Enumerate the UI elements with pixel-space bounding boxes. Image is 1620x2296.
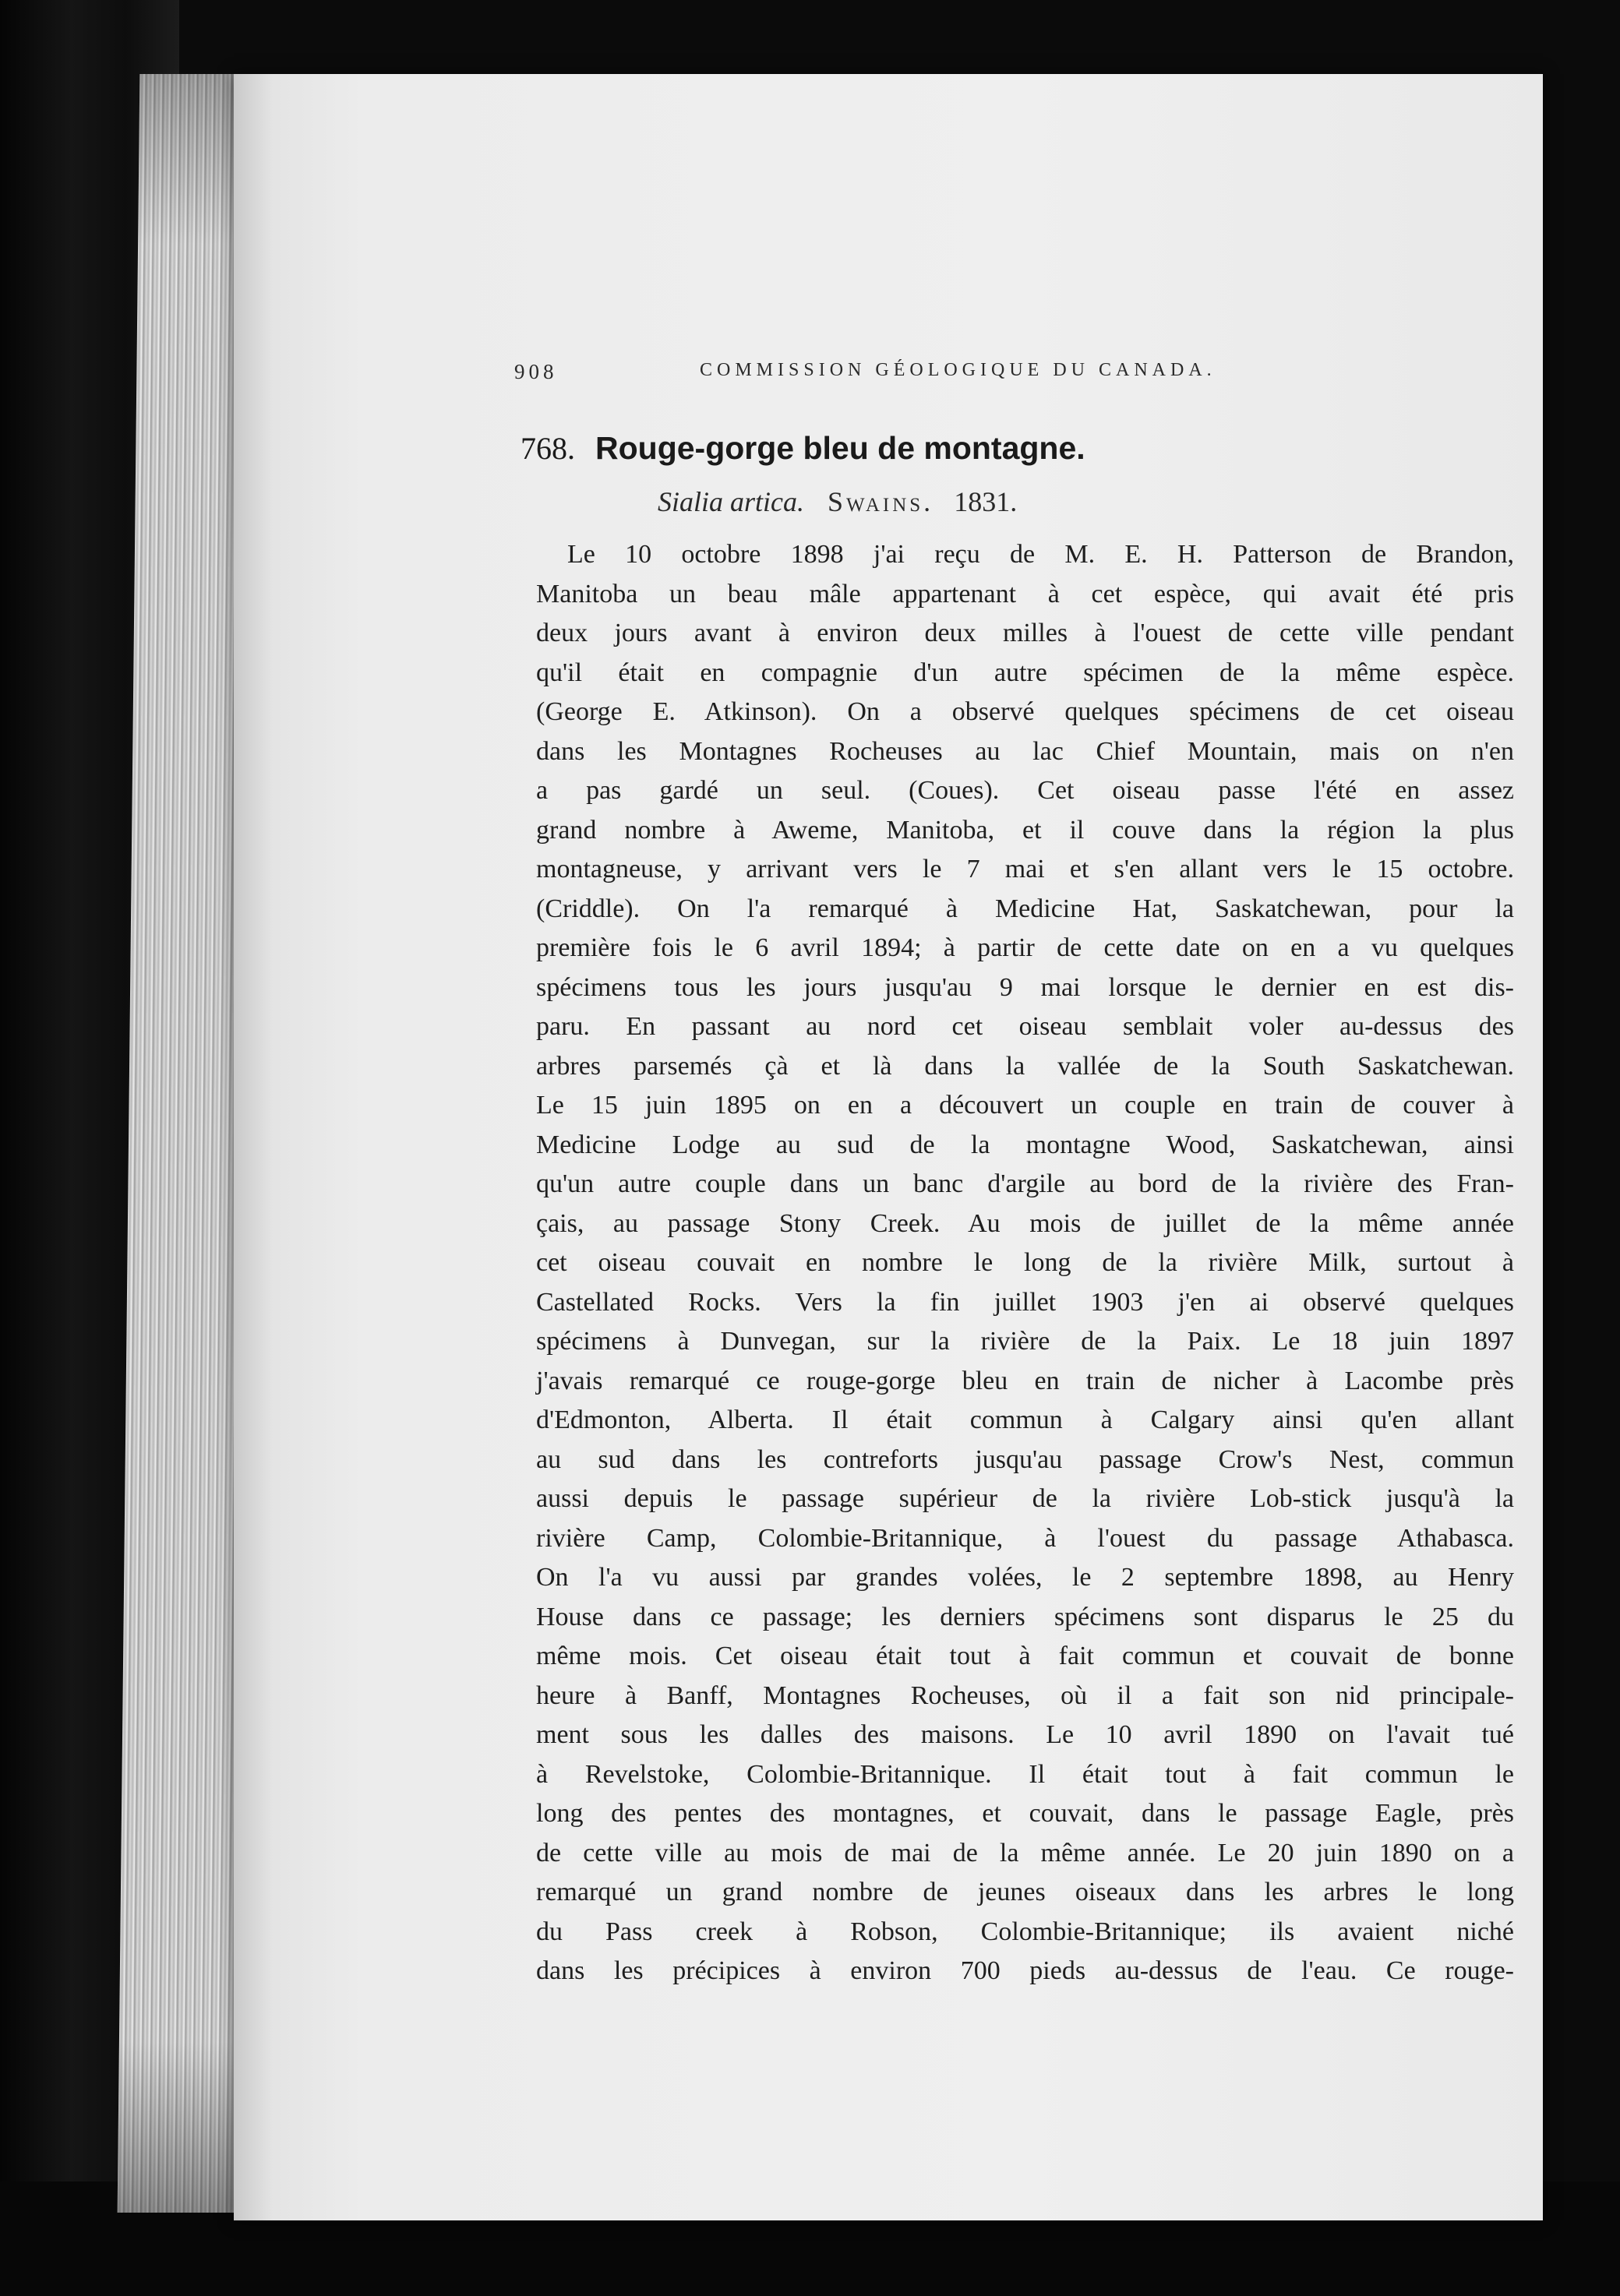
body-line: ment sous les dalles des maisons. Le 10 avril 1890 on l'avait tué [536, 1720, 1514, 1749]
author-year: 1831. [954, 486, 1018, 517]
body-line: d'Edmonton, Alberta. Il était commun à Calgary ainsi qu'en allant [536, 1405, 1514, 1434]
scientific-name: Sialia artica. [658, 486, 804, 517]
body-line: du Pass creek à Robson, Colombie-Britannique; ils avaient niché [536, 1917, 1514, 1946]
body-line: même mois. Cet oiseau était tout à fait commun et couvait de bonne [536, 1642, 1514, 1670]
body-line: qu'un autre couple dans un banc d'argile au bord de la rivière des Fran- [536, 1169, 1514, 1198]
entry-body-text [536, 535, 1514, 1991]
body-line: long des pentes des montagnes, et couvait, dans le passage Eagle, près [536, 1799, 1514, 1828]
entry-number: 768. [521, 431, 575, 466]
body-line: cet oiseau couvait en nombre le long de la rivière Milk, surtout à [536, 1248, 1514, 1277]
body-line: Castellated Rocks. Vers la fin juillet 1903 j'en ai observé quelques [536, 1287, 1514, 1317]
page-header [514, 360, 1527, 391]
body-line: House dans ce passage; les derniers spécimens sont disparus le 25 du [536, 1602, 1514, 1631]
body-line: çais, au passage Stony Creek. Au mois de juillet de la même année [536, 1208, 1514, 1238]
body-line: montagneuse, y arrivant vers le 7 mai et s'en allant vers le 15 octobre. [536, 855, 1514, 883]
body-line: paru. En passant au nord cet oiseau semblait voler au-dessus des [536, 1012, 1514, 1041]
body-line: aussi depuis le passage supérieur de la rivière Lob-stick jusqu'à la [536, 1484, 1514, 1513]
body-line: rivière Camp, Colombie-Britannique, à l'ouest du passage Athabasca. [536, 1523, 1514, 1553]
scientific-name-line [658, 485, 1437, 524]
entry-title: Rouge-gorge bleu de montagne. [595, 430, 1085, 466]
body-line: Le 15 juin 1895 on en a découvert un couple en train de couver à [536, 1091, 1514, 1120]
page-number: 908 [514, 360, 558, 383]
body-line: grand nombre à Aweme, Manitoba, et il couve dans la région la plus [536, 815, 1514, 845]
body-line: heure à Banff, Montagnes Rocheuses, où il a fait son nid principale- [536, 1681, 1514, 1710]
body-line: dans les Montagnes Rocheuses au lac Chief Mountain, mais on n'en [536, 736, 1514, 766]
body-line: Medicine Lodge au sud de la montagne Wood, Saskatchewan, ainsi [536, 1130, 1514, 1159]
running-head: COMMISSION GÉOLOGIQUE DU CANADA. [700, 360, 1216, 380]
body-line: à Revelstoke, Colombie-Britannique. Il était tout à fait commun le [536, 1759, 1514, 1789]
body-line: Manitoba un beau mâle appartenant à cet espèce, qui avait été pris [536, 579, 1514, 608]
body-line: deux jours avant à environ deux milles à l'ouest de cette ville pendant [536, 619, 1514, 647]
body-line: première fois le 6 avril 1894; à partir de cette date on en a vu quelques [536, 933, 1514, 962]
body-line: (Criddle). On l'a remarqué à Medicine Hat, Saskatchewan, pour la [536, 894, 1514, 923]
body-line: dans les précipices à environ 700 pieds au-dessus de l'eau. Ce rouge- [536, 1956, 1514, 1985]
body-line: Le 10 octobre 1898 j'ai reçu de M. E. H. Patterson de Brandon, [567, 540, 1514, 569]
body-line: arbres parsemés çà et là dans la vallée de la South Saskatchewan. [536, 1051, 1514, 1081]
body-line: au sud dans les contreforts jusqu'au passage Crow's Nest, commun [536, 1444, 1514, 1474]
body-line: spécimens tous les jours jusqu'au 9 mai lorsque le dernier en est dis- [536, 972, 1514, 1002]
author-name: Swains. [828, 486, 934, 517]
body-line: a pas gardé un seul. (Coues). Cet oiseau passe l'été en assez [536, 776, 1514, 805]
entry-heading [521, 430, 1534, 477]
body-line: remarqué un grand nombre de jeunes oiseaux dans les arbres le long [536, 1878, 1514, 1906]
body-line: de cette ville au mois de mai de la même année. Le 20 juin 1890 on a [536, 1838, 1514, 1867]
body-line: (George E. Atkinson). On a observé quelques spécimens de cet oiseau [536, 697, 1514, 726]
body-line: qu'il était en compagnie d'un autre spécimen de la même espèce. [536, 658, 1514, 687]
body-line: j'avais remarqué ce rouge-gorge bleu en train de nicher à Lacombe près [536, 1366, 1514, 1395]
body-line: On l'a vu aussi par grandes volées, le 2 septembre 1898, au Henry [536, 1563, 1514, 1592]
body-line: spécimens à Dunvegan, sur la rivière de la Paix. Le 18 juin 1897 [536, 1327, 1514, 1356]
